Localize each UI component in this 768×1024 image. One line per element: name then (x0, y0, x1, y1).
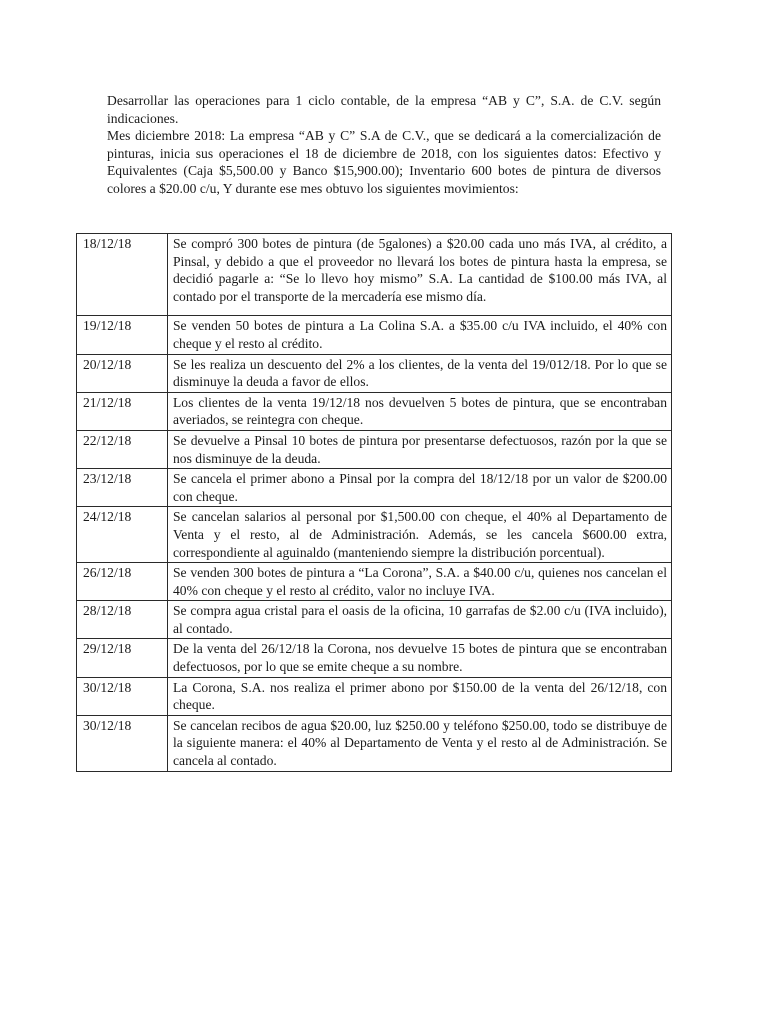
row-description: Los clientes de la venta 19/12/18 nos devuelven 5 botes de pintura, que se encontraban averiados, se reintegra con cheque. (168, 392, 672, 430)
row-description: Se cancelan recibos de agua $20.00, luz $250.00 y teléfono $250.00, todo se distribuye de la siguiente manera: el 40% al Departamento de Venta y el resto al de Administración. Se cancela al contado. (168, 715, 672, 771)
row-date: 19/12/18 (77, 316, 168, 354)
row-description: Se cancela el primer abono a Pinsal por la compra del 18/12/18 por un valor de $200.00 con cheque. (168, 469, 672, 507)
intro-paragraph-2: Mes diciembre 2018: La empresa “AB y C” S.A de C.V., que se dedicará a la comercialización de pinturas, inicia sus operaciones el 18 de diciembre de 2018, con los siguientes datos: Efectivo y Equivalentes (Caja $5,500.00 y Banco $15,900.00); Inventario 600 botes de pintura de diversos colores a $20.00 c/u, Y durante ese mes obtuvo los siguientes movimientos: (107, 128, 661, 196)
row-date: 20/12/18 (77, 354, 168, 392)
row-description: Se compra agua cristal para el oasis de la oficina, 10 garrafas de $2.00 c/u (IVA incluido), al contado. (168, 601, 672, 639)
row-date: 30/12/18 (77, 715, 168, 771)
table-row (77, 507, 672, 563)
row-date: 24/12/18 (77, 507, 168, 563)
row-description: Se devuelve a Pinsal 10 botes de pintura por presentarse defectuosos, razón por la que se nos disminuye de la deuda. (168, 430, 672, 468)
table-row (77, 354, 672, 392)
table-row (77, 392, 672, 430)
table-row (77, 601, 672, 639)
table-row (77, 234, 672, 316)
table-row (77, 677, 672, 715)
row-date: 18/12/18 (77, 234, 168, 316)
table-row (77, 430, 672, 468)
table-row (77, 639, 672, 677)
row-description: Se venden 50 botes de pintura a La Colina S.A. a $35.00 c/u IVA incluido, el 40% con cheque y el resto al crédito. (168, 316, 672, 354)
row-description: Se cancelan salarios al personal por $1,500.00 con cheque, el 40% al Departamento de Venta y el resto, al de Administración. Además, se les cancela $600.00 extra, correspondiente al aguinaldo (manteniendo siempre la distribución porcentual). (168, 507, 672, 563)
row-date: 30/12/18 (77, 677, 168, 715)
table-row (77, 469, 672, 507)
row-date: 23/12/18 (77, 469, 168, 507)
row-date: 22/12/18 (77, 430, 168, 468)
intro-text (107, 92, 661, 198)
row-description: La Corona, S.A. nos realiza el primer abono por $150.00 de la venta del 26/12/18, con cheque. (168, 677, 672, 715)
table-row (77, 316, 672, 354)
row-description: Se compró 300 botes de pintura (de 5galones) a $20.00 cada uno más IVA, al crédito, a Pinsal, y debido a que el proveedor no llevará los botes de pintura hasta la empresa, se decidió pagarle a: “Se lo llevo hoy mismo” S.A. La cantidad de $100.00 más IVA, al contado por el transporte de la mercadería ese mismo día. (168, 234, 672, 316)
table-row (77, 563, 672, 601)
row-description: De la venta del 26/12/18 la Corona, nos devuelve 15 botes de pintura que se encontraban defectuosos, por lo que se emite cheque a su nombre. (168, 639, 672, 677)
operations-table (76, 233, 672, 772)
row-description: Se les realiza un descuento del 2% a los clientes, de la venta del 19/012/18. Por lo que se disminuye la deuda a favor de ellos. (168, 354, 672, 392)
row-description: Se venden 300 botes de pintura a “La Corona”, S.A. a $40.00 c/u, quienes nos cancelan el 40% con cheque y el resto al crédito, valor no incluye IVA. (168, 563, 672, 601)
row-date: 26/12/18 (77, 563, 168, 601)
row-date: 29/12/18 (77, 639, 168, 677)
row-date: 21/12/18 (77, 392, 168, 430)
intro-paragraph-1: Desarrollar las operaciones para 1 ciclo contable, de la empresa “AB y C”, S.A. de C.V. según indicaciones. (107, 93, 661, 126)
row-date: 28/12/18 (77, 601, 168, 639)
table-row (77, 715, 672, 771)
